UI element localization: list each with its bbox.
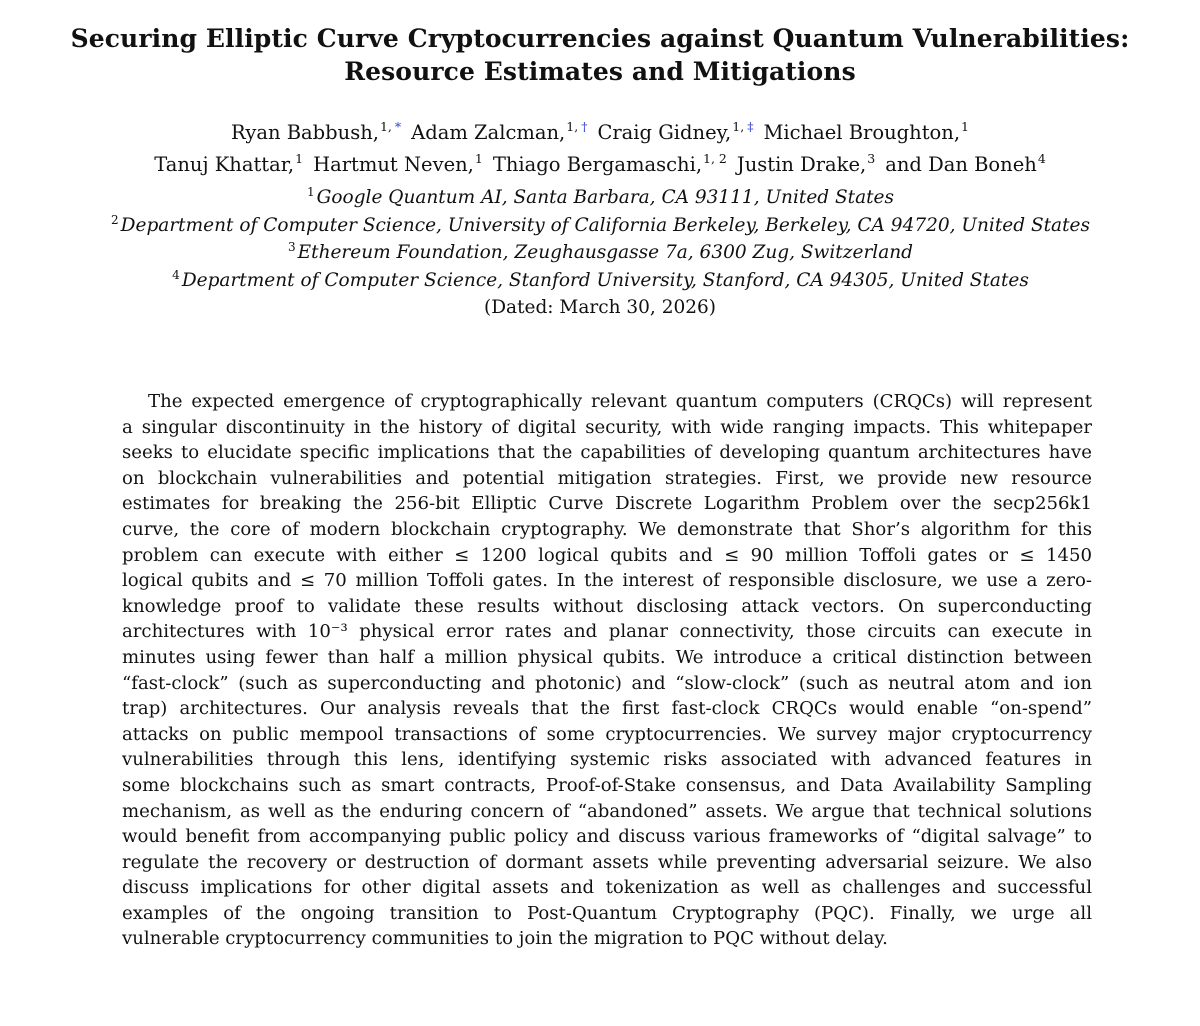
- affiliation-text: Department of Computer Science, University of California Berkeley, Berkeley, CA 94720, United States: [120, 214, 1090, 236]
- author-affiliation-mark: [867, 151, 875, 166]
- author-name: Adam Zalcman,: [411, 121, 566, 144]
- author-affiliation-mark: [732, 119, 753, 134]
- author-affiliation-mark: [1038, 151, 1046, 166]
- author-name: Michael Broughton,: [763, 121, 961, 144]
- affiliation-number: 1, 2: [703, 151, 727, 166]
- affiliation-number: 1,: [379, 119, 392, 134]
- footnote-mark[interactable]: ‡: [747, 119, 754, 134]
- affiliation: [40, 213, 1160, 241]
- abstract-line: logical qubits and ≤ 70 million Toffoli gates. In the interest of responsible disclosure, we use a zero-: [122, 570, 1092, 592]
- abstract-line: attacks on public mempool transactions of some cryptocurrencies. We survey major cryptocurrency: [122, 723, 1092, 745]
- affiliation-number: 1,: [732, 119, 745, 134]
- affiliation-number: 1: [961, 119, 969, 134]
- author-name: and Dan Boneh: [885, 153, 1037, 176]
- author: [885, 153, 1046, 176]
- affiliation-number: 1,: [566, 119, 579, 134]
- author: [154, 153, 303, 176]
- author-name: Tanuj Khattar,: [154, 153, 295, 176]
- abstract-line: knowledge proof to validate these results without disclosing attack vectors. On superconducting: [122, 595, 1092, 617]
- abstract-line: would benefit from accompanying public policy and discuss various frameworks of “digital salvage” to: [122, 826, 1092, 848]
- affiliation-number: 4: [1037, 151, 1046, 166]
- abstract-line: some blockchains such as smart contracts, Proof-of-Stake consensus, and Data Availability Sampling: [122, 774, 1092, 796]
- abstract: [122, 389, 1092, 952]
- author: [737, 153, 875, 176]
- author-affiliation-mark: [475, 151, 483, 166]
- abstract-line: a singular discontinuity in the history of digital security, with wide ranging impacts. This whitepaper: [122, 416, 1092, 438]
- abstract-line: discuss implications for other digital assets and tokenization as well as challenges and successful: [122, 877, 1092, 899]
- abstract-line: curve, the core of modern blockchain cryptography. We demonstrate that Shor’s algorithm for this: [122, 518, 1092, 540]
- title-line-1: Securing Elliptic Curve Cryptocurrencies against Quantum Vulnerabilities:: [70, 24, 1130, 53]
- author-affiliation-mark: [380, 119, 401, 134]
- abstract-line: regulate the recovery or destruction of dormant assets while preventing adversarial seizure. We also: [122, 851, 1092, 873]
- author-affiliation-mark: [566, 119, 587, 134]
- abstract-line: vulnerable cryptocurrency communities to join the migration to PQC without delay.: [122, 928, 888, 950]
- author-name: Ryan Babbush,: [230, 121, 379, 144]
- title-line-2: Resource Estimates and Mitigations: [344, 57, 856, 86]
- author: [313, 153, 483, 176]
- affiliation-index: 3: [287, 240, 296, 254]
- affiliation-text: Ethereum Foundation, Zeughausgasse 7a, 6300 Zug, Switzerland: [297, 242, 913, 263]
- abstract-line: problem can execute with either ≤ 1200 logical qubits and ≤ 90 million Toffoli gates or ≤ 1450: [122, 544, 1092, 566]
- abstract-line: examples of the ongoing transition to Post-Quantum Cryptography (PQC). Finally, we urge all: [122, 902, 1092, 924]
- author-name: Thiago Bergamaschi,: [492, 153, 703, 176]
- author: [411, 121, 587, 144]
- abstract-line: on blockchain vulnerabilities and potential mitigation strategies. First, we provide new resource: [122, 467, 1092, 489]
- author-name: Hartmut Neven,: [313, 153, 474, 176]
- affiliation-list: [40, 185, 1160, 321]
- affiliation-text: Google Quantum AI, Santa Barbara, CA 93111, United States: [316, 187, 894, 208]
- affiliation: [40, 185, 1160, 213]
- abstract-line: mechanism, as well as the enduring concern of “abandoned” assets. We argue that technical solutions: [122, 800, 1092, 822]
- author: [493, 153, 727, 176]
- abstract-line: minutes using fewer than half a million physical qubits. We introduce a critical distinction between: [122, 646, 1092, 668]
- author-name: Justin Drake,: [736, 153, 867, 176]
- author: [597, 121, 753, 144]
- affiliation-text: Department of Computer Science, Stanford University, Stanford, CA 94305, United States: [181, 269, 1029, 291]
- affiliation-index: 1: [307, 185, 315, 199]
- affiliation-number: 1: [295, 151, 304, 166]
- affiliation-number: 1: [474, 151, 483, 166]
- affiliation: [40, 268, 1160, 296]
- paper-date: (Dated: March 30, 2026): [484, 297, 716, 318]
- affiliation: [40, 240, 1160, 268]
- abstract-line: The expected emergence of cryptographically relevant quantum computers (CRQCs) will represent: [148, 391, 1092, 412]
- author-name: Craig Gidney,: [597, 121, 732, 144]
- affiliation-index: 2: [111, 212, 119, 227]
- abstract-line: “fast-clock” (such as superconducting and photonic) and “slow-clock” (such as neutral atom and ion: [122, 672, 1092, 694]
- affiliation-number: 3: [867, 151, 876, 166]
- author-line-1: [40, 118, 1160, 150]
- abstract-line: architectures with 10⁻³ physical error rates and planar connectivity, those circuits can execute in: [122, 621, 1092, 643]
- abstract-line: trap) architectures. Our analysis reveals that the first fast-clock CRQCs would enable “on-spend”: [122, 698, 1092, 720]
- author-affiliation-mark: [703, 151, 727, 166]
- affiliations: [40, 185, 1160, 295]
- author-list: [40, 118, 1160, 182]
- footnote-mark[interactable]: †: [581, 119, 588, 134]
- abstract-line: seeks to elucidate specific implications that the capabilities of developing quantum architectures have: [122, 442, 1092, 464]
- author-affiliation-mark: [961, 119, 969, 134]
- author: [763, 121, 969, 144]
- paper-title: [40, 22, 1160, 88]
- author-affiliation-mark: [295, 151, 303, 166]
- author-line-2: [40, 150, 1160, 182]
- abstract-line: vulnerabilities through this lens, identifying systemic risks associated with advanced features in: [122, 749, 1092, 771]
- author: [231, 121, 401, 144]
- footnote-mark[interactable]: *: [394, 119, 402, 134]
- abstract-line: estimates for breaking the 256-bit Elliptic Curve Discrete Logarithm Problem over the secp256k1: [122, 493, 1092, 515]
- affiliation-index: 4: [172, 267, 180, 282]
